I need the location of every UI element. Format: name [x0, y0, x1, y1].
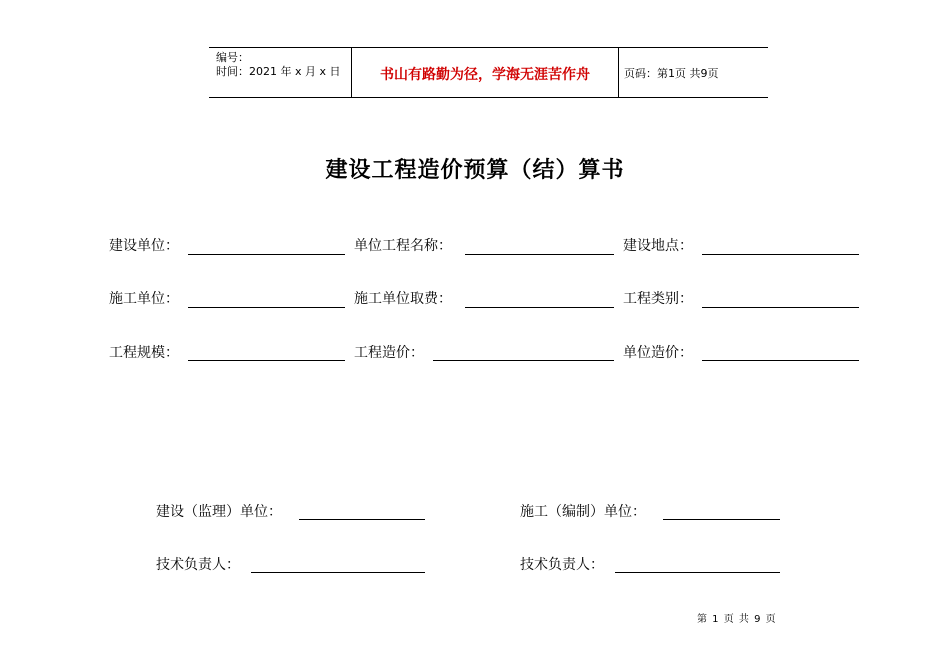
header-page-info: 页码：第1页 共9页	[624, 67, 719, 80]
unit-project-name-blank[interactable]	[465, 254, 614, 255]
unit-project-name-label: 单位工程名称：	[354, 238, 452, 254]
header-motto-cell	[352, 48, 619, 97]
builder-tech-lead-label: 技术负责人：	[520, 557, 604, 573]
header-motto: 书山有路勤为径，学海无涯苦作舟	[380, 67, 590, 83]
owner-unit-blank[interactable]	[299, 519, 425, 520]
page-title: 建设工程造价预算（结）算书	[325, 158, 625, 183]
contractor-fee-label: 施工单位取费：	[354, 291, 452, 307]
project-category-label: 工程类别：	[623, 291, 693, 307]
unit-cost-label: 单位造价：	[623, 345, 693, 361]
construction-site-blank[interactable]	[702, 254, 859, 255]
builder-unit-blank[interactable]	[663, 519, 780, 520]
document-date: 时间：2021 年 x 月 x 日	[216, 65, 341, 78]
page-footer: 第 1 页 共 9 页	[697, 614, 777, 625]
owner-unit-label: 建设（监理）单位：	[156, 504, 282, 520]
header-page-cell	[619, 48, 768, 97]
construction-unit-label: 建设单位：	[109, 238, 179, 254]
construction-site-label: 建设地点：	[623, 238, 693, 254]
contractor-unit-label: 施工单位：	[109, 291, 179, 307]
contractor-fee-blank[interactable]	[465, 307, 614, 308]
project-cost-label: 工程造价：	[354, 345, 424, 361]
document-number-label: 编号：	[216, 51, 249, 64]
owner-tech-lead-label: 技术负责人：	[156, 557, 240, 573]
construction-unit-blank[interactable]	[188, 254, 345, 255]
header-info-cell	[209, 48, 352, 97]
unit-cost-blank[interactable]	[702, 360, 859, 361]
contractor-unit-blank[interactable]	[188, 307, 345, 308]
project-scale-label: 工程规模：	[109, 345, 179, 361]
project-cost-blank[interactable]	[433, 360, 614, 361]
project-category-blank[interactable]	[702, 307, 859, 308]
builder-tech-lead-blank[interactable]	[615, 572, 780, 573]
project-scale-blank[interactable]	[188, 360, 345, 361]
owner-tech-lead-blank[interactable]	[251, 572, 425, 573]
builder-unit-label: 施工（编制）单位：	[520, 504, 646, 520]
header-table	[209, 47, 768, 98]
